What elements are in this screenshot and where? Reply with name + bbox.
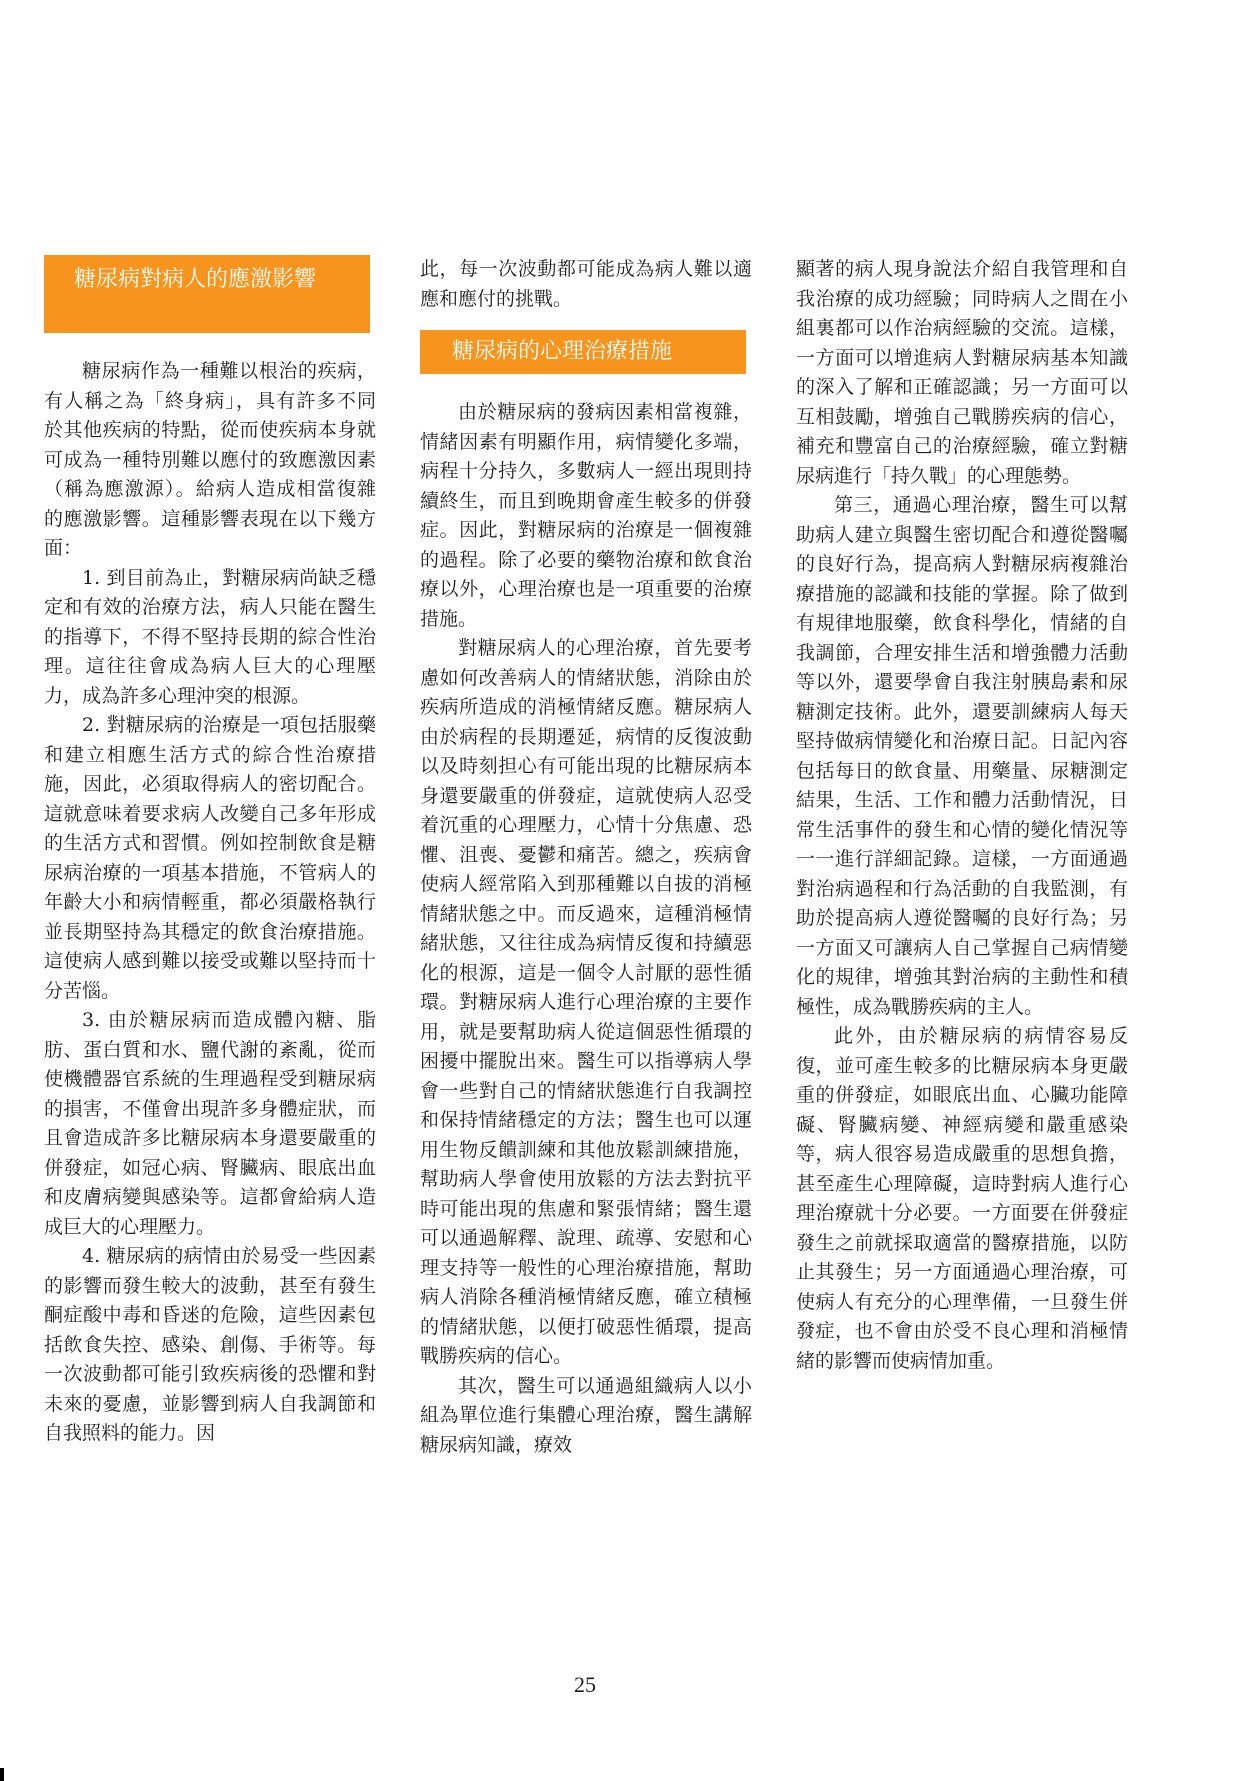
paragraph-therapy-complications: 此外，由於糖尿病的病情容易反復，並可產生較多的比糖尿病本身更嚴重的併發症，如眼底出血、心臟功能障礙、腎臟病變、神經病變和嚴重感染等，病人很容易造成嚴重的思想負擔，甚至產生心理障礙，這時對病人進行心理治療就十分必要。一方面要在併發症發生之前就採取適當的醫療措施，以防止其發生；另一方面通過心理治療，可使病人有充分的心理準備，一旦發生併發症，也不會由於受不良心理和消極情緒的影響而使病情加重。 bbox=[796, 1025, 1128, 1372]
paragraph-continuation: 此，每一次波動都可能成為病人難以適應和應付的挑戰。 bbox=[420, 258, 752, 310]
middle-column bbox=[420, 255, 752, 1460]
paragraph-therapy-group: 其次，醫生可以通過組織病人以小組為單位進行集體心理治療，醫生講解糖尿病知識，療效 bbox=[420, 1374, 752, 1456]
page-number: 25 bbox=[574, 1672, 596, 1697]
paragraph-continuation: 顯著的病人現身說法介紹自我管理和自我治療的成功經驗；同時病人之間在小組裏都可以作治病經驗的交流。這樣，一方面可以增進病人對糖尿病基本知識的深入了解和正確認識；另一方面可以互相鼓勵，增強自己戰勝疾病的信心，補充和豐富自己的治療經驗，確立對糖尿病進行「持久戰」的心理態勢。 bbox=[796, 258, 1128, 487]
paragraph-point-3: 3. 由於糖尿病而造成體內糖、脂肪、蛋白質和水、鹽代謝的紊亂，從而使機體器官系統的生理過程受到糖尿病的損害，不僅會出現許多身體症狀，而且會造成許多比糖尿病本身還要嚴重的併發症，如冠心病、腎臟病、眼底出血和皮膚病變與感染等。這都會給病人造成巨大的心理壓力。 bbox=[44, 1009, 376, 1238]
paragraph-therapy-emotion: 對糖尿病人的心理治療，首先要考慮如何改善病人的情緒狀態，消除由於疾病所造成的消極情緒反應。糖尿病人由於病程的長期遷延，病情的反復波動以及時刻担心有可能出現的比糖尿病本身還要嚴重的併發症，這就使病人忍受着沉重的心理壓力，心情十分焦慮、恐懼、沮喪、憂鬱和痛苦。總之，疾病會使病人經常陷入到那種難以自拔的消極情緒狀態之中。而反過來，這種消極情緒狀態，又往往成為病情反復和持續惡化的根源，這是一個令人討厭的惡性循環。對糖尿病人進行心理治療的主要作用，就是要幫助病人從這個惡性循環的困擾中擺脫出來。醫生可以指導病人學會一些對自己的情緒狀態進行自我調控和保持情緒穩定的方法；醫生也可以運用生物反饋訓練和其他放鬆訓練措施，幫助病人學會使用放鬆的方法去對抗平時可能出現的焦慮和緊張情緒；醫生還可以通過解釋、說理、疏導、安慰和心理支持等一般性的心理治療措施，幫助病人消除各種消極情緒反應，確立積極的情緒狀態，以便打破惡性循環，提高戰勝疾病的信心。 bbox=[420, 637, 752, 1367]
paragraph-therapy-third: 第三，通過心理治療，醫生可以幫助病人建立與醫生密切配合和遵從醫囑的良好行為，提高病人對糖尿病複雜治療措施的認識和技能的掌握。除了做到有規律地服藥，飲食科學化，情緒的自我調節，合理安排生活和增強體力活動等以外，還要學會自我注射胰島素和尿糖測定技術。此外，還要訓練病人每天堅持做病情變化和治療日記。日記內容包括每日的飲食量、用藥量、尿糖測定結果，生活、工作和體力活動情況，日常生活事件的發生和心情的變化情況等一一進行詳細記錄。這樣，一方面通過對治病過程和行為活動的自我監測，有助於提高病人遵從醫囑的良好行為；另一方面又可讓病人自己掌握自己病情變化的規律，增強其對治病的主動性和積極性，成為戰勝疾病的主人。 bbox=[796, 494, 1128, 1018]
right-column bbox=[796, 255, 1128, 1376]
paragraph-point-4: 4. 糖尿病的病情由於易受一些因素的影響而發生較大的波動，甚至有發生酮症酸中毒和昏迷的危險，這些因素包括飲食失控、感染、創傷、手術等。每一次波動都可能引致疾病後的恐懼和對未來的憂慮，並影響到病人自我調節和自我照料的能力。因 bbox=[44, 1245, 376, 1444]
paragraph-intro: 糖尿病作為一種難以根治的疾病，有人稱之為「終身病」，具有許多不同於其他疾病的特點，從而使疾病本身就可成為一種特別難以應付的致應激因素（稱為應激源）。給病人造成相當復雜的應激影響。這種影響表現在以下幾方面： bbox=[44, 360, 376, 559]
section-heading-therapy: 糖尿病的心理治療措施 bbox=[420, 330, 746, 374]
scan-corner-mark bbox=[0, 1768, 4, 1781]
paragraph-point-2: 2. 對糖尿病的治療是一項包括服藥和建立相應生活方式的綜合性治療措施，因此，必須取得病人的密切配合。這就意味着要求病人改變自己多年形成的生活方式和習慣。例如控制飲食是糖尿病治療的一項基本措施，不管病人的年齡大小和病情輕重，都必須嚴格執行並長期堅持為其穩定的飲食治療措施。這使病人感到難以接受或難以堅持而十分苦惱。 bbox=[44, 714, 376, 1002]
left-column bbox=[44, 255, 376, 1449]
paragraph-therapy-intro: 由於糖尿病的發病因素相當複雜，情緒因素有明顯作用，病情變化多端，病程十分持久，多數病人一經出現則持續終生，而且到晚期會產生較多的併發症。因此，對糖尿病的治療是一個複雜的過程。除了必要的藥物治療和飲食治療以外，心理治療也是一項重要的治療措施。 bbox=[420, 401, 752, 630]
section-heading-stress: 糖尿病對病人的應激影響 bbox=[44, 255, 370, 333]
paragraph-point-1: 1. 到目前為止，對糖尿病尚缺乏穩定和有效的治療方法，病人只能在醫生的指導下，不得不堅持長期的綜合性治理。這往往會成為病人巨大的心理壓力，成為許多心理沖突的根源。 bbox=[44, 566, 376, 707]
